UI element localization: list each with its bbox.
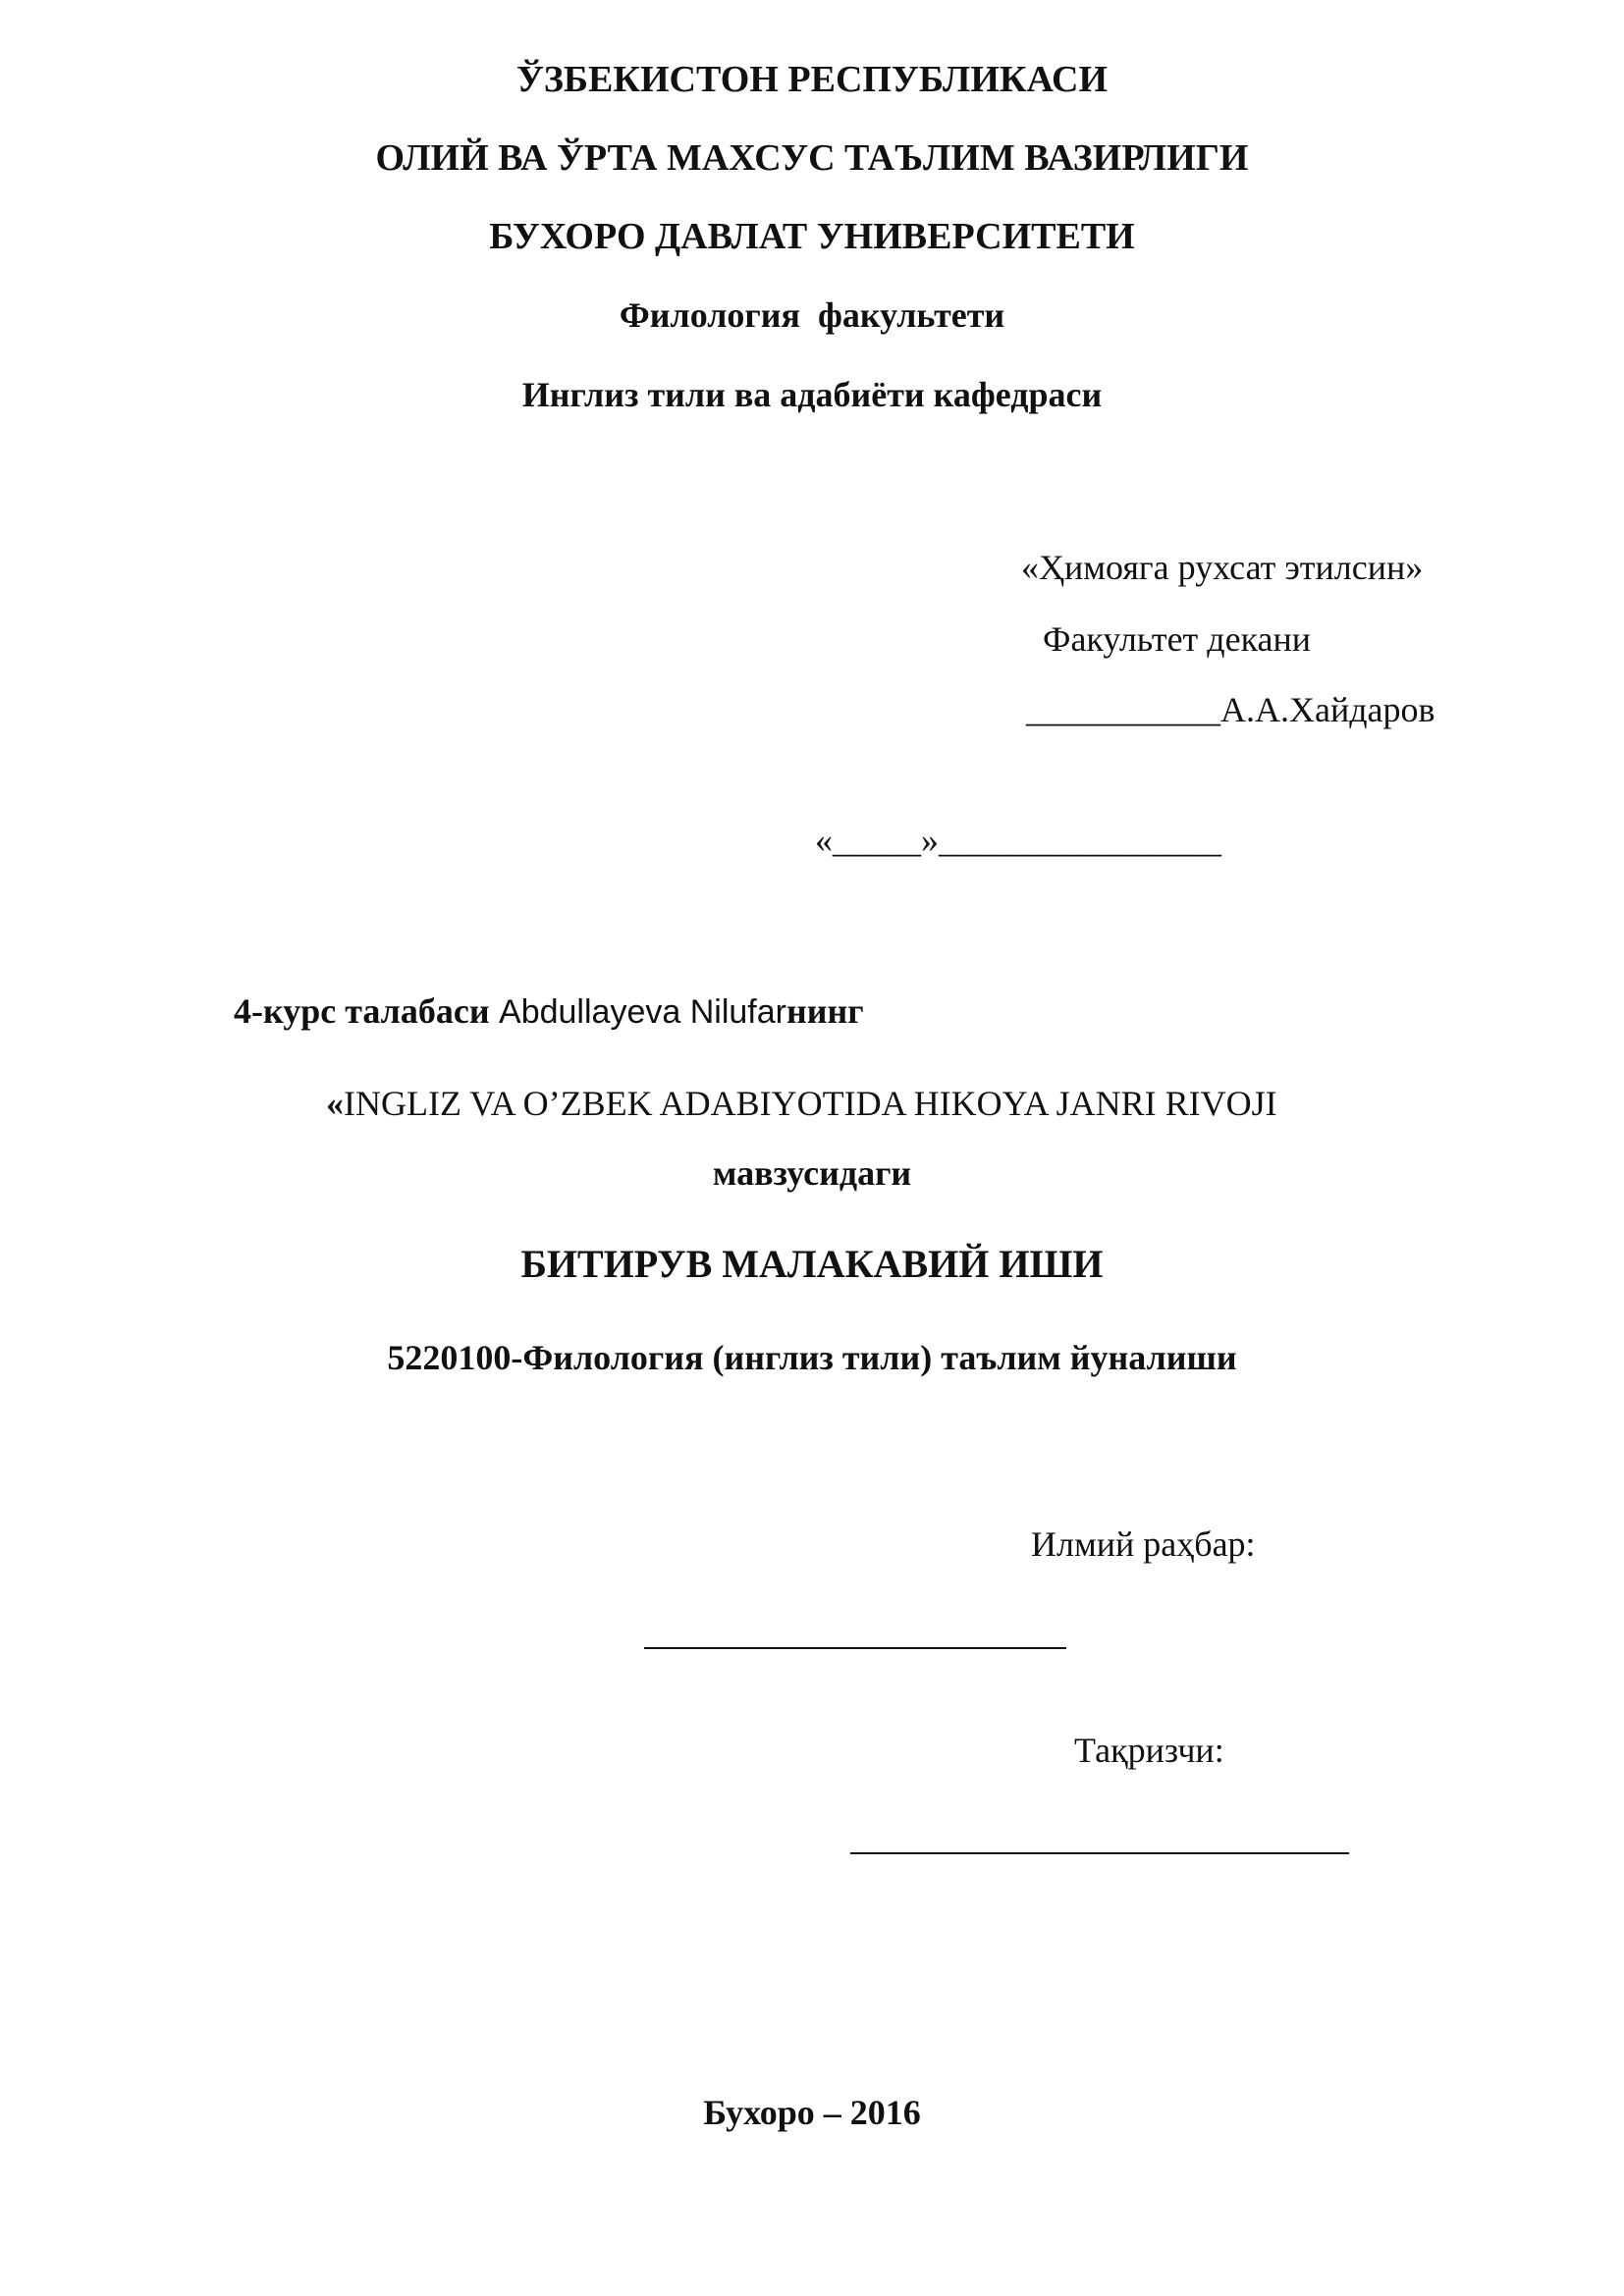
faculty-heading: Филология факультети — [619, 295, 1005, 335]
date-day-blank: _____ — [833, 821, 921, 860]
supervisor-label: Илмий раҳбар: — [1031, 1524, 1256, 1564]
date-open-quote: « — [815, 821, 833, 860]
approval-permission: «Ҳимояга рухсат этилсин» — [1021, 548, 1424, 587]
student-suffix: нинг — [785, 991, 864, 1031]
republic-heading: ЎЗБЕКИСТОН РЕСПУБЛИКАСИ — [515, 59, 1109, 100]
topic-title: INGLIZ VA O’ZBEK ADABIYOTIDA HIKOYA JANRI RIVOJI — [344, 1084, 1277, 1123]
topic-word: мавзусидаги — [712, 1153, 912, 1193]
specialty-line: 5220100-Филология (инглиз тили) таълим йуналиши — [387, 1338, 1237, 1377]
department-heading: Инглиз тили ва адабиёти кафедраси — [521, 375, 1103, 414]
student-name: Abdullayeva Nilufar — [489, 993, 786, 1031]
university-heading: БУХОРО ДАВЛАТ УНИВЕРСИТЕТИ — [489, 216, 1135, 257]
date-month-blank: ________________ — [939, 821, 1221, 860]
ministry-heading: ОЛИЙ ВА ЎРТА МАХСУС ТАЪЛИМ ВАЗИРЛИГИ — [375, 137, 1249, 179]
supervisor-signature-line — [644, 1647, 1066, 1649]
approval-position: Факультет декани — [1043, 619, 1312, 659]
place-year-footer: Бухоро – 2016 — [703, 2093, 921, 2132]
work-type-title: БИТИРУВ МАЛАКАВИЙ ИШИ — [520, 1242, 1104, 1286]
topic-open-quote: « — [326, 1084, 344, 1123]
topic-line — [326, 1086, 1277, 1121]
reviewer-label: Тақризчи: — [1074, 1731, 1224, 1770]
approval-date-row — [815, 823, 1221, 858]
student-line — [234, 993, 864, 1029]
date-close-quote: » — [921, 821, 939, 860]
student-prefix: 4-курс талабаси — [234, 991, 490, 1031]
reviewer-signature-line — [850, 1852, 1349, 1854]
dean-signature-blank: ___________ — [1026, 690, 1220, 729]
dean-name: А.А.Хайдаров — [1220, 690, 1435, 729]
dean-signature-row — [1026, 692, 1435, 727]
